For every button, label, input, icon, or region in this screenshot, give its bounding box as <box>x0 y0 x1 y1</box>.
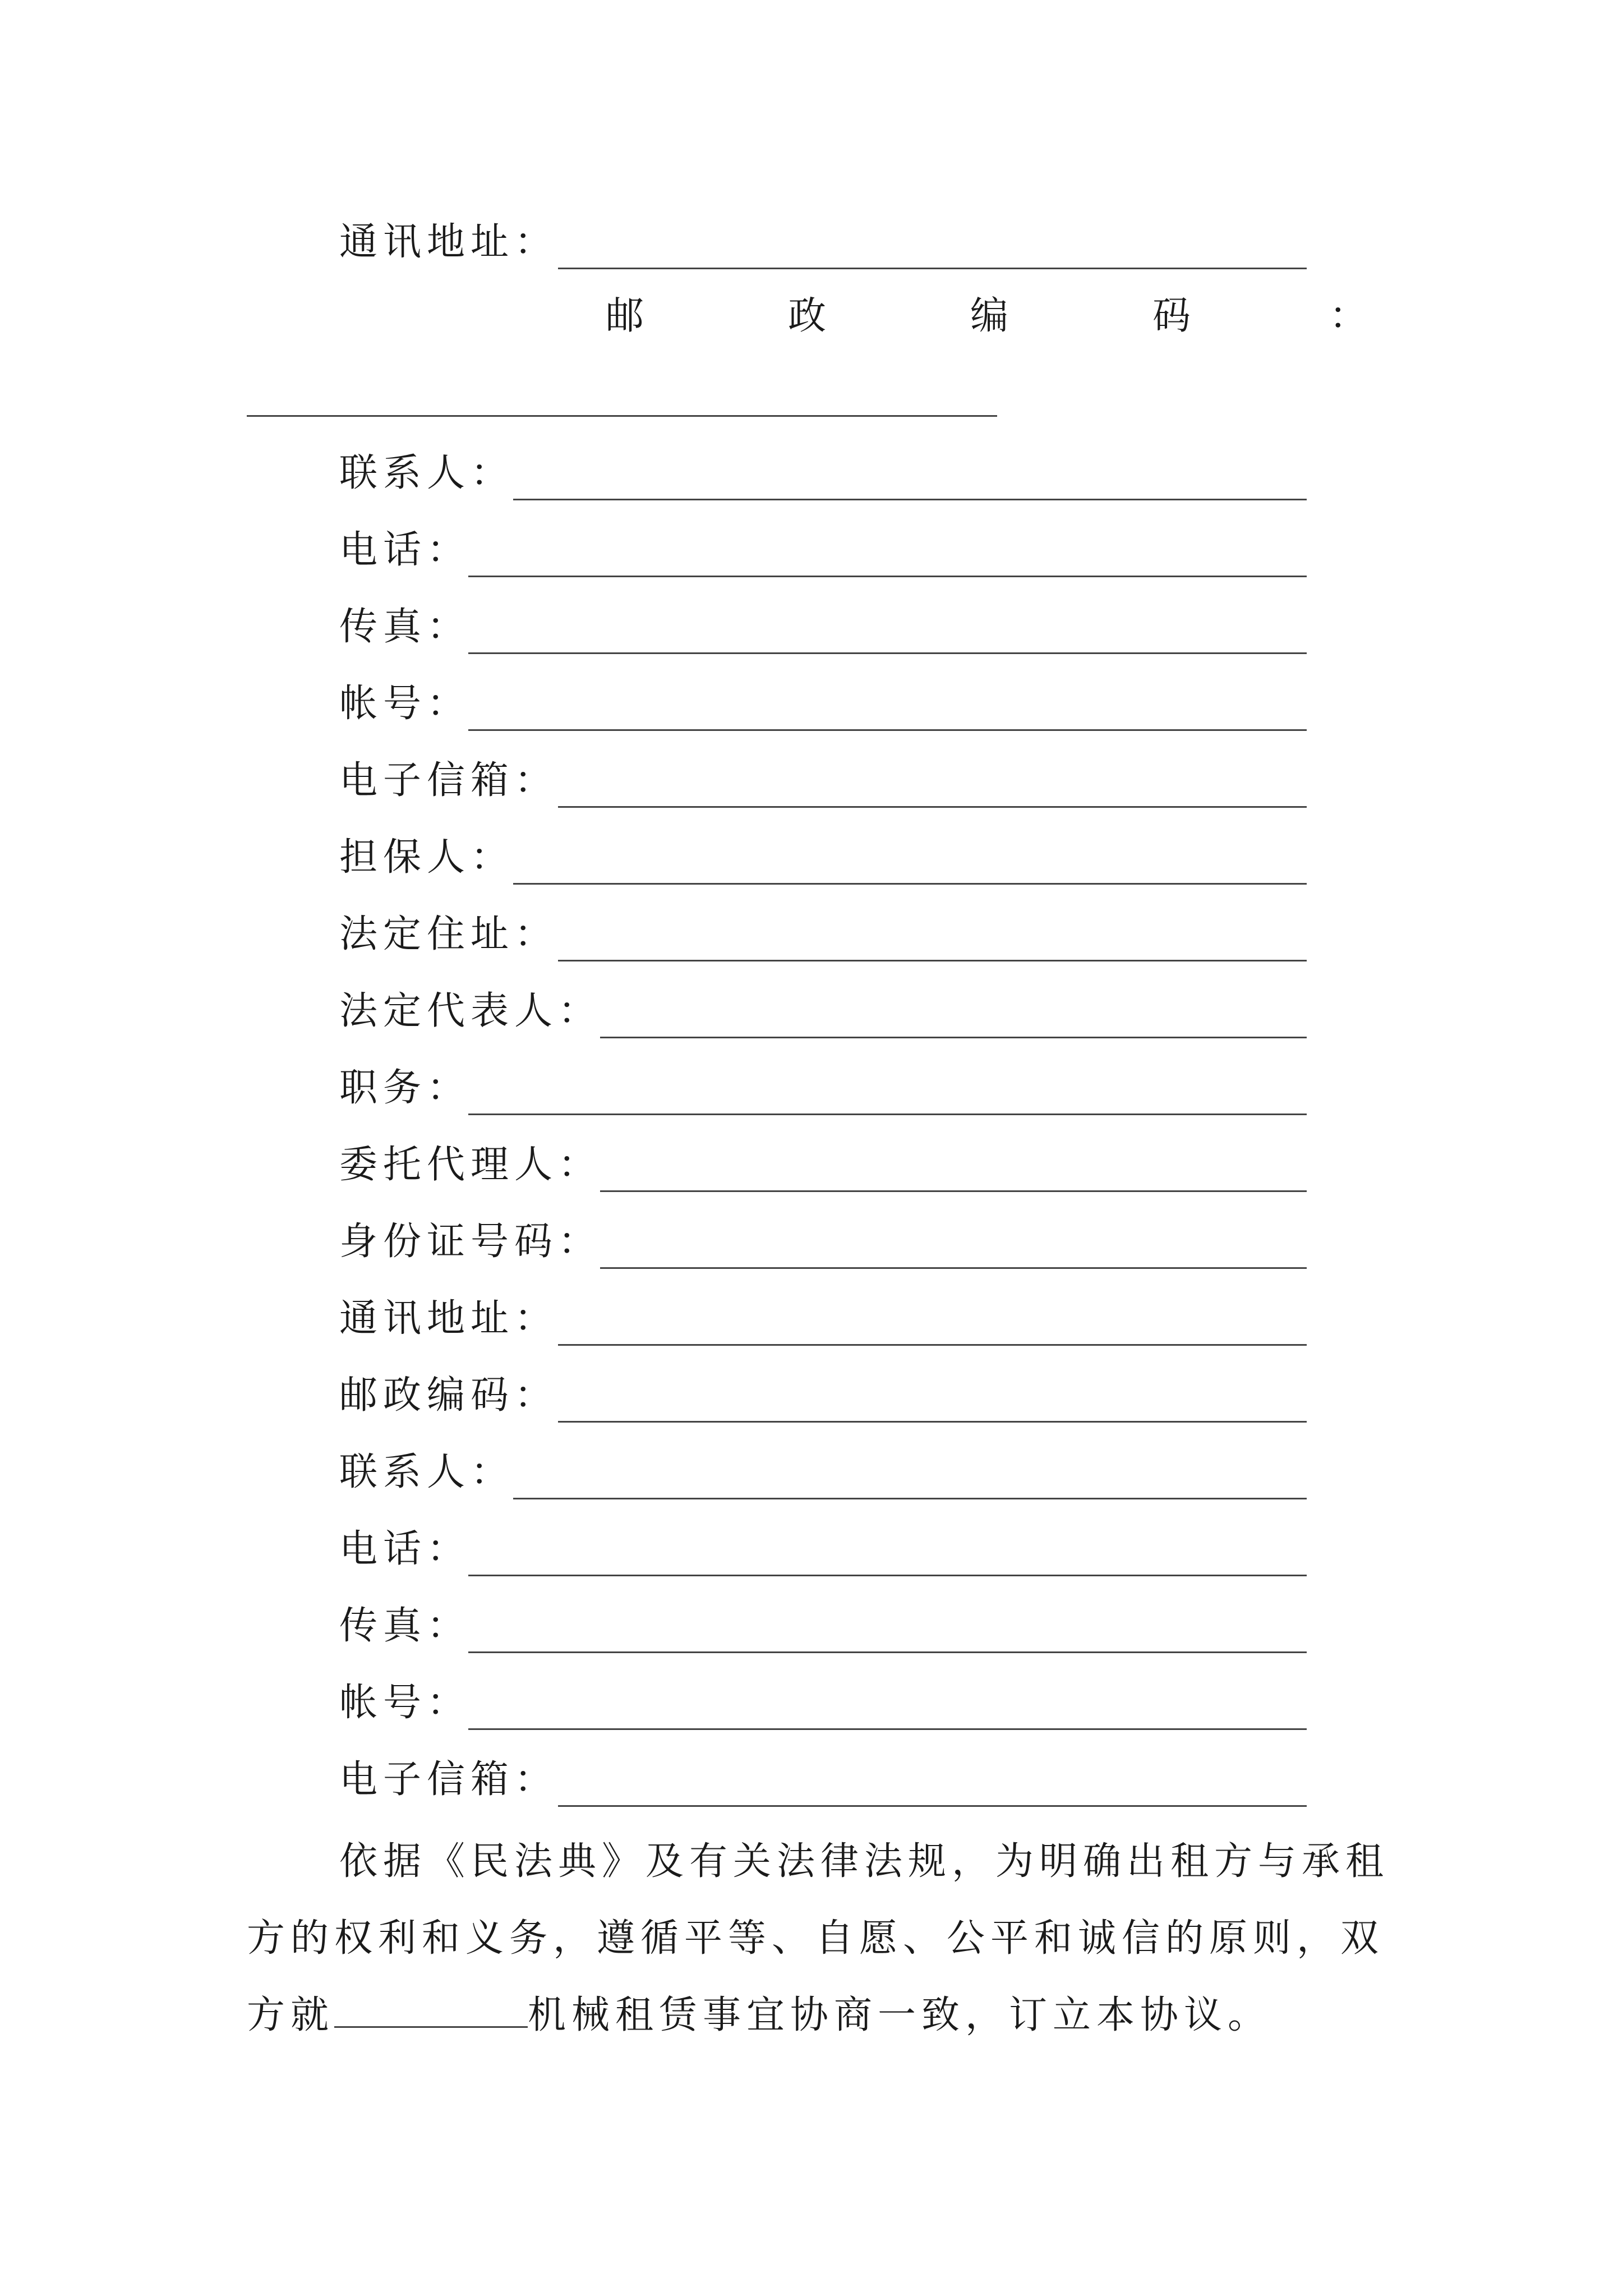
field-label: 电子信箱： <box>339 1757 559 1802</box>
position-field[interactable] <box>339 1048 1307 1115</box>
field-label: 法定住址： <box>339 912 559 956</box>
field-blank-line[interactable] <box>600 1037 1307 1038</box>
legal-address-field[interactable] <box>339 894 1307 961</box>
field-blank-line[interactable] <box>468 652 1307 654</box>
guarantor-field[interactable] <box>339 817 1307 885</box>
fax-field-2[interactable] <box>339 1586 1307 1653</box>
field-blank-line[interactable] <box>468 1114 1307 1115</box>
field-label: 传真： <box>339 605 471 649</box>
field-label: 联系人： <box>339 1450 515 1494</box>
field-label: 联系人： <box>339 451 515 495</box>
paragraph-text-after: 机械租赁事宜协商一致，订立本协议。 <box>528 1993 1272 2037</box>
field-label: 通讯地址： <box>339 220 559 264</box>
field-blank-line[interactable] <box>468 1575 1307 1576</box>
account-field[interactable] <box>339 664 1307 731</box>
agreement-paragraph <box>247 1823 1391 2054</box>
field-blank-line[interactable] <box>468 1728 1307 1730</box>
field-label: 传真： <box>339 1604 471 1648</box>
address-field-top[interactable] <box>339 202 1307 269</box>
field-blank-line[interactable] <box>468 729 1307 731</box>
paragraph-text-before: 依据《民法典》及有关法律法规，为明确出租方与承租方的权利和义务，遵循平等、自愿、公平和诚信的原则，双方就 <box>247 1839 1390 2037</box>
field-blank-line[interactable] <box>600 1190 1307 1192</box>
email-field-2[interactable] <box>339 1740 1307 1807</box>
authorized-agent-field[interactable] <box>339 1125 1307 1192</box>
spread-char: 编 <box>970 294 1009 338</box>
field-label: 电子信箱： <box>339 758 559 803</box>
account-field-2[interactable] <box>339 1663 1307 1730</box>
field-label: 电话： <box>339 1527 471 1571</box>
field-blank-line[interactable] <box>468 576 1307 577</box>
field-label: 帐号： <box>339 682 471 726</box>
spread-char: 邮 <box>606 294 644 338</box>
postal-code-field[interactable] <box>339 1355 1307 1423</box>
spread-char: ： <box>1329 294 1368 338</box>
contact-field[interactable] <box>339 433 1307 500</box>
contact-field-2[interactable] <box>339 1432 1307 1499</box>
spread-char: 政 <box>788 294 827 338</box>
phone-field-2[interactable] <box>339 1509 1307 1576</box>
field-label: 担保人： <box>339 835 515 880</box>
field-blank-line[interactable] <box>513 883 1307 885</box>
field-blank-line[interactable] <box>558 806 1307 808</box>
field-label: 邮政编码： <box>339 1373 559 1418</box>
field-blank-line[interactable] <box>600 1267 1307 1269</box>
field-blank-line[interactable] <box>558 268 1307 269</box>
id-number-field[interactable] <box>339 1202 1307 1269</box>
field-label: 法定代表人： <box>339 989 602 1033</box>
phone-field[interactable] <box>339 510 1307 577</box>
field-blank-line[interactable] <box>558 1421 1307 1423</box>
field-blank-line[interactable] <box>558 1344 1307 1346</box>
postal-code-blank-line[interactable] <box>247 415 997 417</box>
machinery-type-blank[interactable] <box>334 1993 528 2028</box>
field-blank-line[interactable] <box>513 1498 1307 1499</box>
field-label: 帐号： <box>339 1681 471 1725</box>
postal-code-spread-label <box>606 292 1368 342</box>
legal-representative-field[interactable] <box>339 971 1307 1038</box>
field-blank-line[interactable] <box>558 1805 1307 1807</box>
email-field[interactable] <box>339 740 1307 808</box>
field-blank-line[interactable] <box>513 499 1307 500</box>
field-label: 通讯地址： <box>339 1296 559 1341</box>
fax-field[interactable] <box>339 587 1307 654</box>
field-label: 身份证号码： <box>339 1220 602 1264</box>
spread-char: 码 <box>1152 294 1191 338</box>
field-label: 职务： <box>339 1066 471 1110</box>
address-field[interactable] <box>339 1278 1307 1346</box>
field-blank-line[interactable] <box>468 1651 1307 1653</box>
field-label: 电话： <box>339 528 471 572</box>
field-blank-line[interactable] <box>558 960 1307 961</box>
field-label: 委托代理人： <box>339 1143 602 1187</box>
